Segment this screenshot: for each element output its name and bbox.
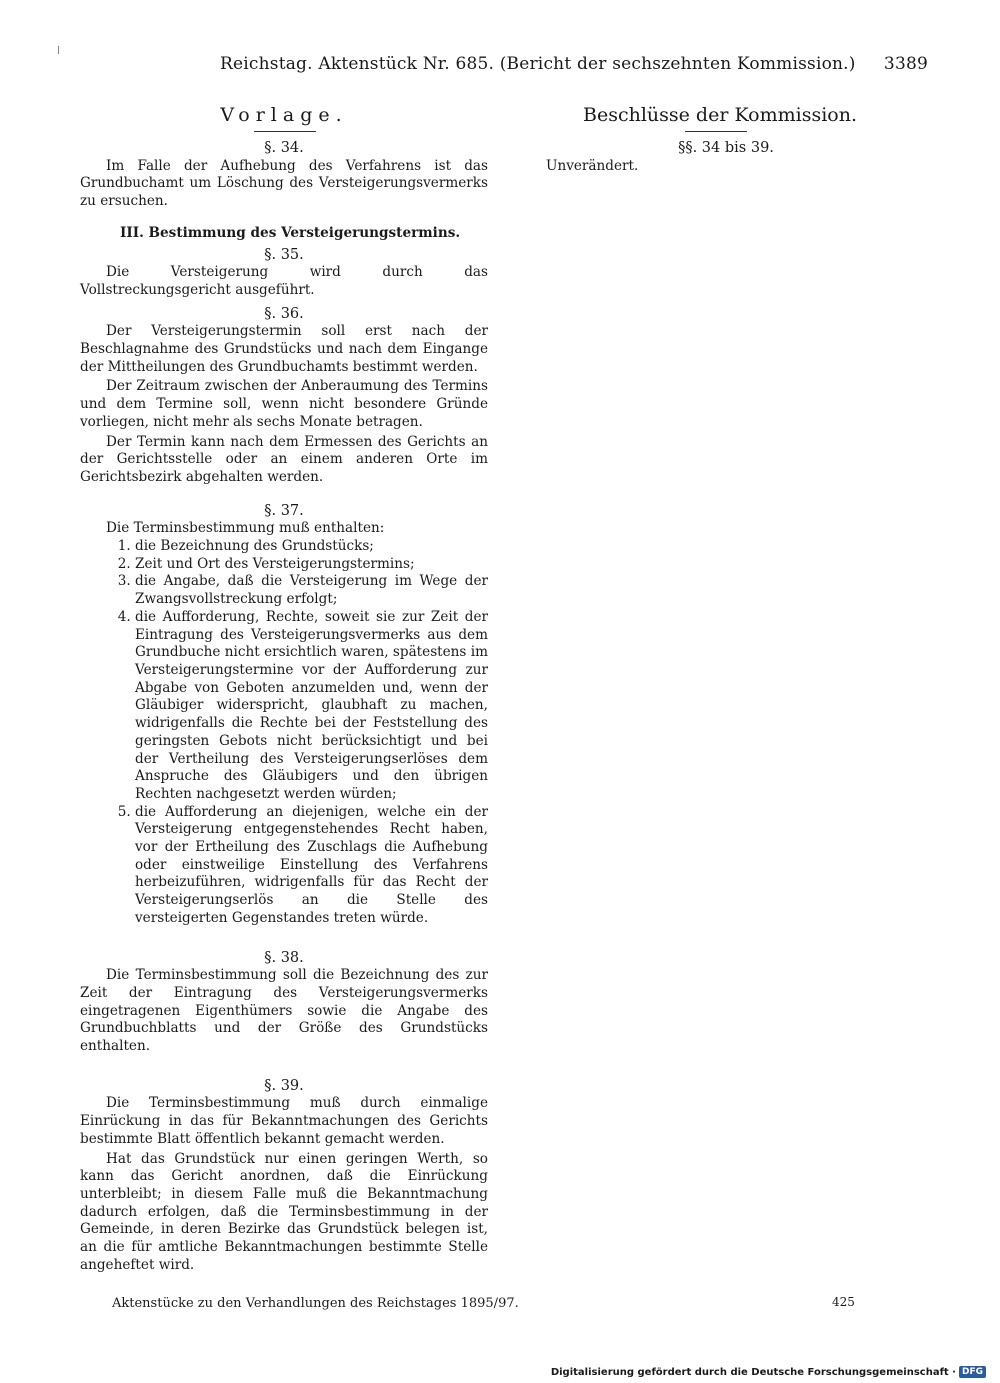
footer-sheet-number: 425 — [832, 1295, 855, 1309]
section-38-text: Die Terminsbestimmung soll die Bezeichnung des zur Zeit der Eintragung des Versteigerungsvermerks eingetragenen Eigenthümers sowie die Angabe des Grundbuchblatts und der Größe des Grundstücks enthalten. — [80, 967, 488, 1055]
section-35-number: §. 35. — [264, 246, 304, 263]
right-section-ref: §§. 34 bis 39. — [678, 140, 774, 156]
section-39-number: §. 39. — [264, 1077, 304, 1094]
right-title-rule — [685, 131, 747, 132]
right-column-title: Beschlüsse der Kommission. — [583, 104, 857, 126]
left-column-title: Vorlage. — [220, 104, 348, 126]
section-heading: III. Bestimmung des Versteigerungstermins. — [120, 224, 461, 241]
right-column — [546, 140, 846, 175]
dfg-logo-icon: DFG — [959, 1366, 986, 1378]
right-decision-text: Unverändert. — [546, 157, 639, 174]
section-36-para-1: Der Versteigerungstermin soll erst nach der Beschlagnahme des Grundstücks und nach dem Eingange der Mittheilungen des Grundbuchamts bestimmt werden. — [80, 323, 488, 375]
left-column — [80, 140, 488, 1274]
section-37-item-5: 5. die Aufforderung an diejenigen, welche ein der Versteigerung entgegenstehendes Recht haben, vor der Ertheilung des Zuschlags die Aufhebung oder einstweilige Einstellung des Verfahrens herbeizuführen, widrigenfalls für das Recht der Versteigerungserlös an die Stelle des versteigerten Gegenstandes treten würde. — [135, 804, 488, 928]
section-39-para-1: Die Terminsbestimmung muß durch einmalige Einrückung in das für Bekanntmachungen des Gerichts bestimmte Blatt öffentlich bekannt gemacht werden. — [80, 1095, 488, 1147]
section-37-item-1: 1. die Bezeichnung des Grundstücks; — [135, 538, 488, 556]
section-37-list — [80, 538, 488, 927]
digitization-text: Digitalisierung gefördert durch die Deutsche Forschungsgemeinschaft · — [550, 1366, 956, 1378]
section-37-item-3: 3. die Angabe, daß die Versteigerung im Wege der Zwangsvollstreckung erfolgt; — [135, 573, 488, 608]
section-36-para-2: Der Zeitraum zwischen der Anberaumung des Termins und dem Termine soll, wenn nicht besondere Gründe vorliegen, nicht mehr als sechs Monate betragen. — [80, 378, 488, 430]
section-36-number: §. 36. — [264, 305, 304, 322]
section-37-number: §. 37. — [264, 502, 304, 519]
left-title-rule — [254, 131, 316, 132]
section-34-number: §. 34. — [264, 140, 304, 156]
section-39-para-2: Hat das Grundstück nur einen geringen Werth, so kann das Gericht anordnen, daß die Einrückung unterbleibt; in diesem Falle muß die Bekanntmachung dadurch erfolgen, daß die Terminsbestimmung in der Gemeinde, in deren Bezirke das Grundstück belegen ist, an die für amtliche Bekanntmachungen bestimmte Stelle angeheftet wird. — [80, 1150, 488, 1273]
section-37-item-2: 2. Zeit und Ort des Versteigerungstermins; — [135, 556, 488, 574]
section-37-item-4: 4. die Aufforderung, Rechte, soweit sie zur Zeit der Eintragung des Versteigerungsvermerks aus dem Grundbuche nicht ersichtlich waren, spätestens im Versteigerungstermine vor der Aufforderung zur Abgabe von Geboten anzumelden und, wenn der Gläubiger widerspricht, glaubhaft zu machen, widrigenfalls die Rechte bei der Feststellung des geringsten Gebots nicht berücksichtigt und bei der Vertheilung des Versteigerungserlöses dem Anspruche des Gläubigers und den übrigen Rechten nachgesetzt werden würden; — [135, 609, 488, 804]
digitization-notice — [551, 1366, 986, 1378]
section-34-text: Im Falle der Aufhebung des Verfahrens ist das Grundbuchamt um Löschung des Versteigerungsvermerks zu ersuchen. — [80, 157, 488, 210]
footer-publication: Aktenstücke zu den Verhandlungen des Reichstages 1895/97. — [112, 1296, 519, 1311]
section-38-number: §. 38. — [264, 949, 304, 966]
running-title: Reichstag. Aktenstück Nr. 685. (Bericht der sechszehnten Kommission.) — [220, 54, 856, 74]
section-37-intro: Die Terminsbestimmung muß enthalten: — [106, 520, 385, 537]
section-36-para-3: Der Termin kann nach dem Ermessen des Gerichts an der Gerichtsstelle oder an einem anderen Orte im Gerichtsbezirk abgehalten werden. — [80, 433, 488, 485]
page-number: 3389 — [883, 54, 928, 74]
section-35-text: Die Versteigerung wird durch das Vollstreckungsgericht ausgeführt. — [80, 264, 488, 298]
scan-mark — [58, 46, 59, 54]
